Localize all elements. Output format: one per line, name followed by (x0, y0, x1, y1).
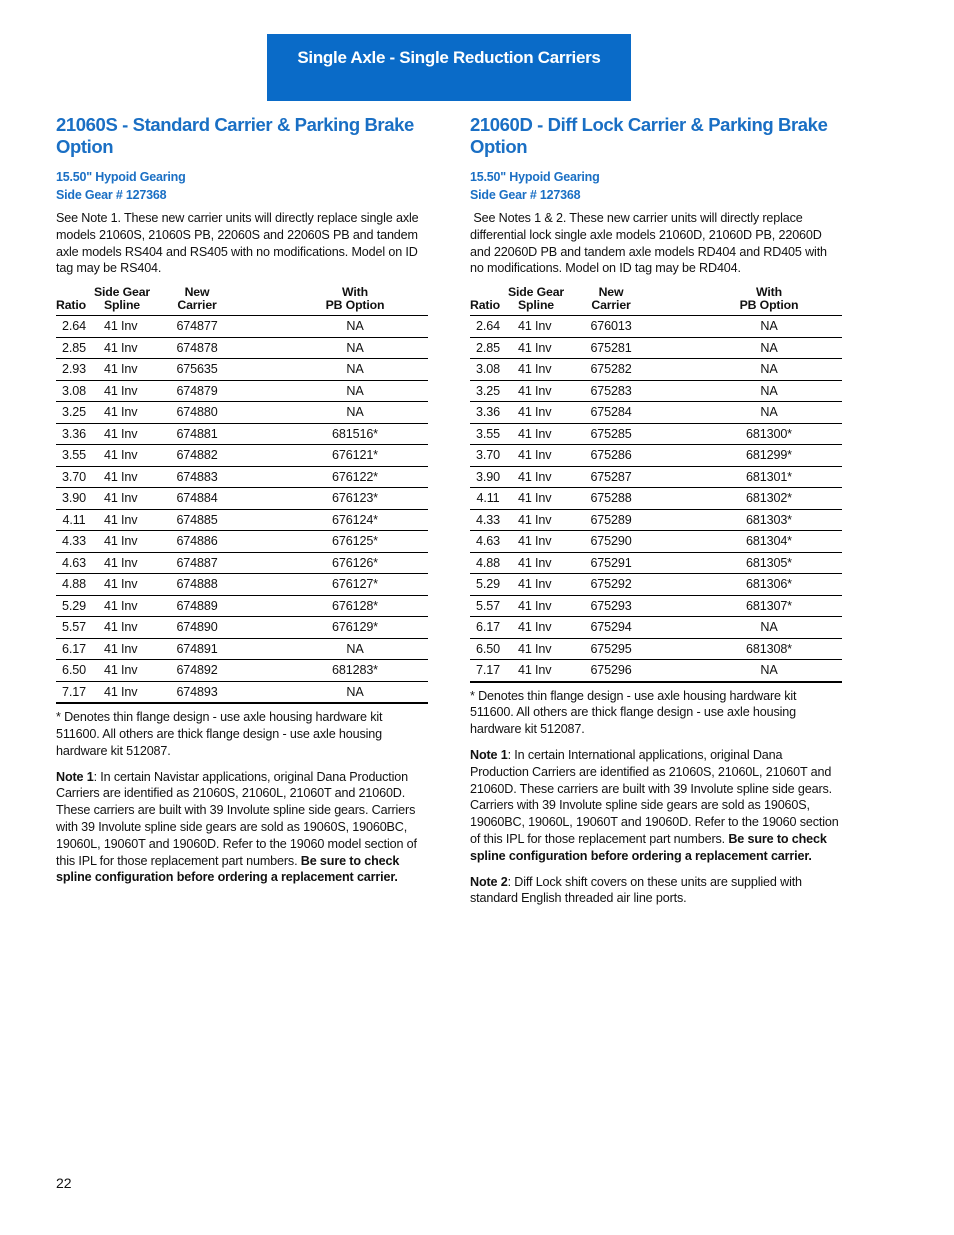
page-number: 22 (56, 1175, 72, 1191)
spline-cell: 41 Inv (92, 595, 152, 617)
ratio-cell: 3.08 (56, 380, 92, 402)
pb-option-cell: 681303* (656, 509, 842, 531)
spline-cell: 41 Inv (506, 337, 566, 359)
pb-option-cell: 681307* (656, 595, 842, 617)
carrier-cell: 675290 (566, 531, 656, 553)
carrier-cell: 674885 (152, 509, 242, 531)
carrier-cell: 675635 (152, 359, 242, 381)
table-row (56, 660, 428, 682)
table-row (470, 638, 842, 660)
table-row (56, 595, 428, 617)
carrier-cell: 674890 (152, 617, 242, 639)
table-row (470, 445, 842, 467)
ratio-cell: 6.50 (56, 660, 92, 682)
pb-option-cell: 681299* (656, 445, 842, 467)
table-row (470, 402, 842, 424)
spline-header: Side Gear Spline (92, 286, 152, 316)
spline-cell: 41 Inv (92, 531, 152, 553)
table-row (56, 574, 428, 596)
ratio-cell: 4.88 (470, 552, 506, 574)
left-note-1: Note 1: In certain Navistar applications, original Dana Production Carriers are identified as 21060S, 21060L, 21060T and 21060D. These carriers are built with 39 Involute spline side gears. Carriers with 39 Involute spline side gears are sold as 19060S, 19060BC, 19060L, 19060T and 19060D. Refer to the 19060 model section of this IPL for those replacement part numbers. Be sure to check spline configuration before ordering a replacement carrier. (56, 769, 417, 885)
table-row (470, 595, 842, 617)
ratio-header: Ratio (470, 286, 506, 316)
ratio-cell: 5.29 (56, 595, 92, 617)
ratio-cell: 2.93 (56, 359, 92, 381)
pb-option-cell: 681300* (656, 423, 842, 445)
spline-cell: 41 Inv (506, 488, 566, 510)
spline-cell: 41 Inv (92, 509, 152, 531)
carrier-cell: 675294 (566, 617, 656, 639)
ratio-cell: 6.50 (470, 638, 506, 660)
table-row (56, 509, 428, 531)
pb-option-cell: NA (656, 617, 842, 639)
ratio-cell: 5.57 (56, 617, 92, 639)
table-row (470, 660, 842, 682)
carrier-cell: 674878 (152, 337, 242, 359)
pb-option-cell: 676128* (242, 595, 428, 617)
carrier-cell: 675284 (566, 402, 656, 424)
carrier-cell: 675288 (566, 488, 656, 510)
pb-option-cell: NA (656, 402, 842, 424)
ratio-cell: 3.90 (470, 466, 506, 488)
table-row (470, 466, 842, 488)
spline-cell: 41 Inv (92, 617, 152, 639)
ratio-cell: 3.25 (56, 402, 92, 424)
pb-option-cell: NA (656, 380, 842, 402)
table-row (56, 466, 428, 488)
spline-cell: 41 Inv (92, 574, 152, 596)
spline-cell: 41 Inv (92, 445, 152, 467)
spline-cell: 41 Inv (506, 445, 566, 467)
spline-cell: 41 Inv (506, 466, 566, 488)
table-row (56, 488, 428, 510)
spline-cell: 41 Inv (92, 380, 152, 402)
pb-option-cell: 681306* (656, 574, 842, 596)
carrier-cell: 674888 (152, 574, 242, 596)
carrier-cell: 674880 (152, 402, 242, 424)
carrier-cell: 674879 (152, 380, 242, 402)
spline-cell: 41 Inv (506, 660, 566, 682)
spline-cell: 41 Inv (506, 574, 566, 596)
carrier-cell: 674889 (152, 595, 242, 617)
ratio-cell: 2.85 (56, 337, 92, 359)
pb-option-cell: NA (242, 316, 428, 338)
carrier-cell: 676013 (566, 316, 656, 338)
table-row (470, 617, 842, 639)
pb-option-cell: NA (656, 337, 842, 359)
pb-option-cell: 681308* (656, 638, 842, 660)
ratio-cell: 7.17 (56, 681, 92, 703)
table-row (56, 380, 428, 402)
right-table-body (470, 316, 842, 682)
pb-option-cell: 681305* (656, 552, 842, 574)
pb-option-cell: NA (242, 402, 428, 424)
carrier-cell: 675296 (566, 660, 656, 682)
spline-cell: 41 Inv (92, 466, 152, 488)
spline-cell: 41 Inv (506, 509, 566, 531)
carrier-cell: 675289 (566, 509, 656, 531)
spline-cell: 41 Inv (92, 316, 152, 338)
carrier-cell: 674886 (152, 531, 242, 553)
pb-option-cell: 681283* (242, 660, 428, 682)
right-note-1: Note 1: In certain International applications, original Dana Production Carriers are identified as 21060S, 21060L, 21060T and 21060D. These carriers are built with 39 Involute spline side gears. Carriers with 39 Involute spline side gears are sold as 19060S, 19060BC, 19060L, 19060T and 19060D. Refer to the 19060 section of this IPL for those replacement part numbers. Be sure to check spline configuration before ordering a replacement carrier. (470, 748, 839, 863)
right-heading: 21060D - Diff Lock Carrier & Parking Brake Option (470, 114, 828, 157)
table-header-row (470, 286, 842, 316)
table-row (470, 531, 842, 553)
carrier-cell: 675287 (566, 466, 656, 488)
ratio-cell: 4.33 (470, 509, 506, 531)
table-row (56, 531, 428, 553)
right-gearing: 15.50" Hypoid Gearing (470, 170, 600, 184)
spline-cell: 41 Inv (506, 359, 566, 381)
left-gearing: 15.50" Hypoid Gearing (56, 170, 186, 184)
pb-option-cell: 676126* (242, 552, 428, 574)
table-header-row (56, 286, 428, 316)
table-row (56, 681, 428, 703)
left-carrier-table (56, 286, 428, 704)
ratio-cell: 3.36 (56, 423, 92, 445)
table-row (470, 359, 842, 381)
ratio-cell: 2.85 (470, 337, 506, 359)
carrier-header: New Carrier (566, 286, 656, 316)
ratio-cell: 4.11 (56, 509, 92, 531)
banner-title: Single Axle - Single Reduction Carriers (297, 47, 601, 67)
spline-cell: 41 Inv (92, 638, 152, 660)
spline-cell: 41 Inv (506, 552, 566, 574)
pb-option-cell: NA (242, 337, 428, 359)
pb-option-cell: 676127* (242, 574, 428, 596)
carrier-cell: 674892 (152, 660, 242, 682)
ratio-cell: 4.63 (470, 531, 506, 553)
table-row (470, 423, 842, 445)
carrier-cell: 674883 (152, 466, 242, 488)
pb-option-cell: NA (656, 359, 842, 381)
right-carrier-table (470, 286, 842, 683)
table-row (470, 337, 842, 359)
carrier-cell: 674887 (152, 552, 242, 574)
carrier-cell: 674881 (152, 423, 242, 445)
table-row (56, 337, 428, 359)
spline-cell: 41 Inv (92, 681, 152, 703)
pb-option-cell: 681302* (656, 488, 842, 510)
pb-option-cell: 676125* (242, 531, 428, 553)
left-side-gear: Side Gear # 127368 (56, 188, 167, 202)
carrier-cell: 674882 (152, 445, 242, 467)
carrier-cell: 675286 (566, 445, 656, 467)
left-heading: 21060S - Standard Carrier & Parking Brake Option (56, 114, 414, 157)
carrier-cell: 674877 (152, 316, 242, 338)
left-footnote: * Denotes thin flange design - use axle housing hardware kit 511600. All others are thick flange design - use axle housing hardware kit 512087. (56, 710, 383, 758)
spline-cell: 41 Inv (92, 423, 152, 445)
carrier-cell: 675285 (566, 423, 656, 445)
spline-cell: 41 Inv (92, 359, 152, 381)
spline-cell: 41 Inv (506, 380, 566, 402)
spline-cell: 41 Inv (506, 402, 566, 424)
table-row (56, 359, 428, 381)
table-row (56, 423, 428, 445)
pb-option-cell: NA (656, 316, 842, 338)
spline-cell: 41 Inv (506, 595, 566, 617)
ratio-cell: 3.70 (56, 466, 92, 488)
left-intro: See Note 1. These new carrier units will directly replace single axle models 21060S, 21060S PB, 22060S and 22060S PB and tandem axle models RS404 and RS405 with no modifications. Model on ID tag may be RS404. (56, 211, 419, 276)
table-row (470, 380, 842, 402)
table-row (470, 574, 842, 596)
ratio-cell: 2.64 (56, 316, 92, 338)
spline-cell: 41 Inv (506, 531, 566, 553)
right-column (470, 114, 842, 907)
pb-option-cell: 676122* (242, 466, 428, 488)
right-intro: See Notes 1 & 2. These new carrier units will directly replace differential lock single axle models 21060D, 21060D PB, 22060D and 22060D PB and tandem axle models RD404 and RD405 with no modifications. Model on ID tag may be RD404. (470, 211, 827, 276)
spline-cell: 41 Inv (506, 316, 566, 338)
carrier-cell: 675292 (566, 574, 656, 596)
table-row (470, 552, 842, 574)
section-banner (267, 34, 631, 101)
pb-option-cell: NA (242, 681, 428, 703)
carrier-header: New Carrier (152, 286, 242, 316)
pb-option-cell: NA (242, 638, 428, 660)
ratio-cell: 4.33 (56, 531, 92, 553)
table-row (56, 445, 428, 467)
pb-option-cell: NA (242, 359, 428, 381)
right-side-gear: Side Gear # 127368 (470, 188, 581, 202)
spline-cell: 41 Inv (506, 617, 566, 639)
pb-option-cell: NA (242, 380, 428, 402)
table-row (56, 638, 428, 660)
table-row (56, 402, 428, 424)
table-row (470, 316, 842, 338)
pb-option-header: With PB Option (242, 286, 428, 316)
ratio-cell: 3.08 (470, 359, 506, 381)
table-row (470, 488, 842, 510)
ratio-cell: 2.64 (470, 316, 506, 338)
ratio-cell: 3.36 (470, 402, 506, 424)
ratio-cell: 3.90 (56, 488, 92, 510)
pb-option-cell: 676121* (242, 445, 428, 467)
ratio-cell: 5.29 (470, 574, 506, 596)
table-row (470, 509, 842, 531)
carrier-cell: 675283 (566, 380, 656, 402)
pb-option-cell: 676124* (242, 509, 428, 531)
carrier-cell: 674884 (152, 488, 242, 510)
ratio-cell: 4.88 (56, 574, 92, 596)
ratio-cell: 3.70 (470, 445, 506, 467)
pb-option-cell: 681301* (656, 466, 842, 488)
carrier-cell: 675281 (566, 337, 656, 359)
ratio-cell: 7.17 (470, 660, 506, 682)
ratio-cell: 5.57 (470, 595, 506, 617)
spline-cell: 41 Inv (92, 488, 152, 510)
pb-option-header: With PB Option (656, 286, 842, 316)
ratio-cell: 4.63 (56, 552, 92, 574)
pb-option-cell: 681516* (242, 423, 428, 445)
carrier-cell: 675295 (566, 638, 656, 660)
pb-option-cell: 676129* (242, 617, 428, 639)
spline-cell: 41 Inv (92, 402, 152, 424)
carrier-cell: 674893 (152, 681, 242, 703)
carrier-cell: 675291 (566, 552, 656, 574)
carrier-cell: 675293 (566, 595, 656, 617)
ratio-cell: 3.25 (470, 380, 506, 402)
table-row (56, 617, 428, 639)
carrier-cell: 675282 (566, 359, 656, 381)
pb-option-cell: 681304* (656, 531, 842, 553)
spline-header: Side Gear Spline (506, 286, 566, 316)
left-table-body (56, 316, 428, 704)
spline-cell: 41 Inv (92, 660, 152, 682)
right-note-2: Note 2: Diff Lock shift covers on these units are supplied with standard English threaded air line ports. (470, 874, 802, 906)
ratio-cell: 6.17 (470, 617, 506, 639)
left-column (56, 114, 428, 886)
spline-cell: 41 Inv (506, 638, 566, 660)
table-row (56, 316, 428, 338)
pb-option-cell: NA (656, 660, 842, 682)
ratio-header: Ratio (56, 286, 92, 316)
table-row (56, 552, 428, 574)
carrier-cell: 674891 (152, 638, 242, 660)
ratio-cell: 3.55 (56, 445, 92, 467)
ratio-cell: 6.17 (56, 638, 92, 660)
spline-cell: 41 Inv (92, 552, 152, 574)
right-footnote: * Denotes thin flange design - use axle housing hardware kit 511600. All others are thick flange design - use axle housing hardware kit 512087. (470, 688, 797, 737)
spline-cell: 41 Inv (506, 423, 566, 445)
ratio-cell: 3.55 (470, 423, 506, 445)
spline-cell: 41 Inv (92, 337, 152, 359)
ratio-cell: 4.11 (470, 488, 506, 510)
pb-option-cell: 676123* (242, 488, 428, 510)
